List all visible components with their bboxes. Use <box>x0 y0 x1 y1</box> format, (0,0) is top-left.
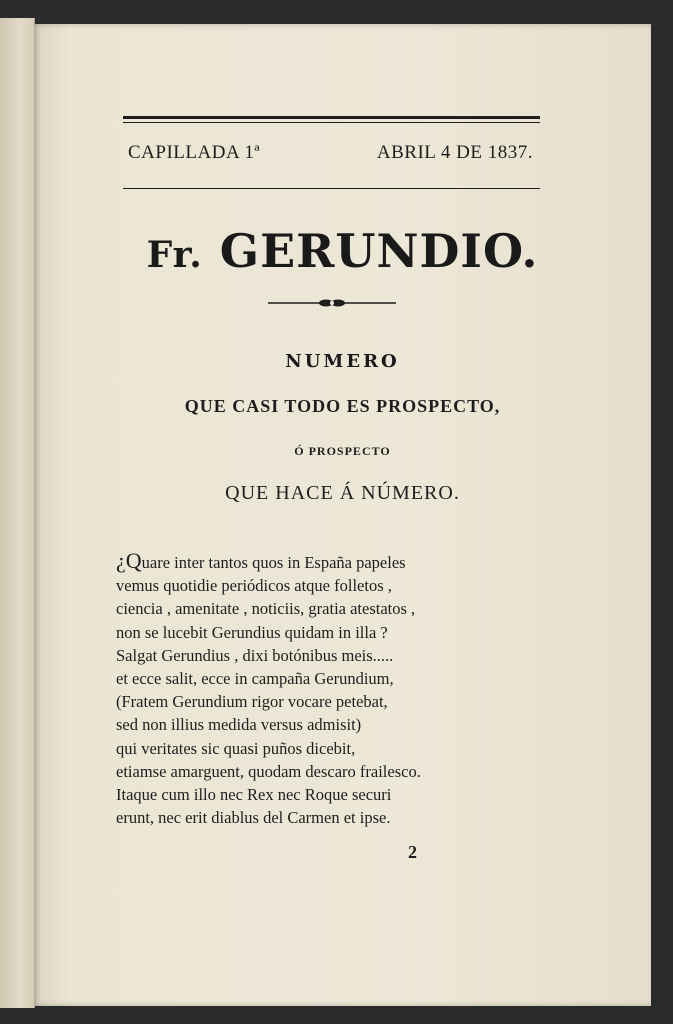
poem-text <box>116 549 546 829</box>
poem-line: Itaque cum illo nec Rex nec Roque securi <box>116 785 392 805</box>
subtitle-line-3: QUE HACE Á NÚMERO. <box>225 482 460 504</box>
capillada-number: CAPILLADA 1ª <box>128 142 261 163</box>
subtitle-line-2: Ó PROSPECTO <box>294 444 391 458</box>
signature-mark: 2 <box>408 842 417 862</box>
poem-line: ciencia , amenitate , noticiis, gratia atestatos , <box>116 599 416 619</box>
poem-initial: ¿Q <box>116 548 142 573</box>
numero-label: NUMERO <box>285 351 400 372</box>
poem-line: etiamse amarguent, quodam descaro frailesco. <box>116 761 421 781</box>
poem-line <box>116 549 546 574</box>
header-bottom-rule <box>123 188 540 189</box>
document-page <box>34 24 651 1006</box>
masthead-title <box>34 224 651 278</box>
ornament-divider <box>268 296 396 310</box>
poem-line: erunt, nec erit diablus del Carmen et ipse. <box>116 808 391 828</box>
poem-line-rest: uare inter tantos quos in España papeles <box>141 553 406 572</box>
issue-header <box>128 142 533 164</box>
poem-line: non se lucebit Gerundius quidam in illa ? <box>116 622 388 642</box>
top-rule-thick <box>123 116 540 119</box>
issue-date: ABRIL 4 DE 1837. <box>376 142 533 163</box>
subtitle-line-1: QUE CASI TODO ES PROSPECTO, <box>184 396 501 416</box>
poem-line: qui veritates sic quasi puños dicebit, <box>116 738 356 758</box>
left-page-edge <box>0 18 35 1008</box>
title-name: GERUNDIO. <box>219 224 539 278</box>
title-prefix: Fr. <box>146 234 203 276</box>
poem-line: sed non illius medida versus admisit) <box>116 715 362 735</box>
poem-line: (Fratem Gerundium rigor vocare petebat, <box>116 692 388 712</box>
poem-line: Salgat Gerundius , dixi botónibus meis..... <box>116 645 394 665</box>
poem-line: vemus quotidie periódicos atque folletos , <box>116 576 392 596</box>
poem-line: et ecce salit, ecce in campaña Gerundium, <box>116 669 394 689</box>
top-rule-thin <box>123 122 540 123</box>
